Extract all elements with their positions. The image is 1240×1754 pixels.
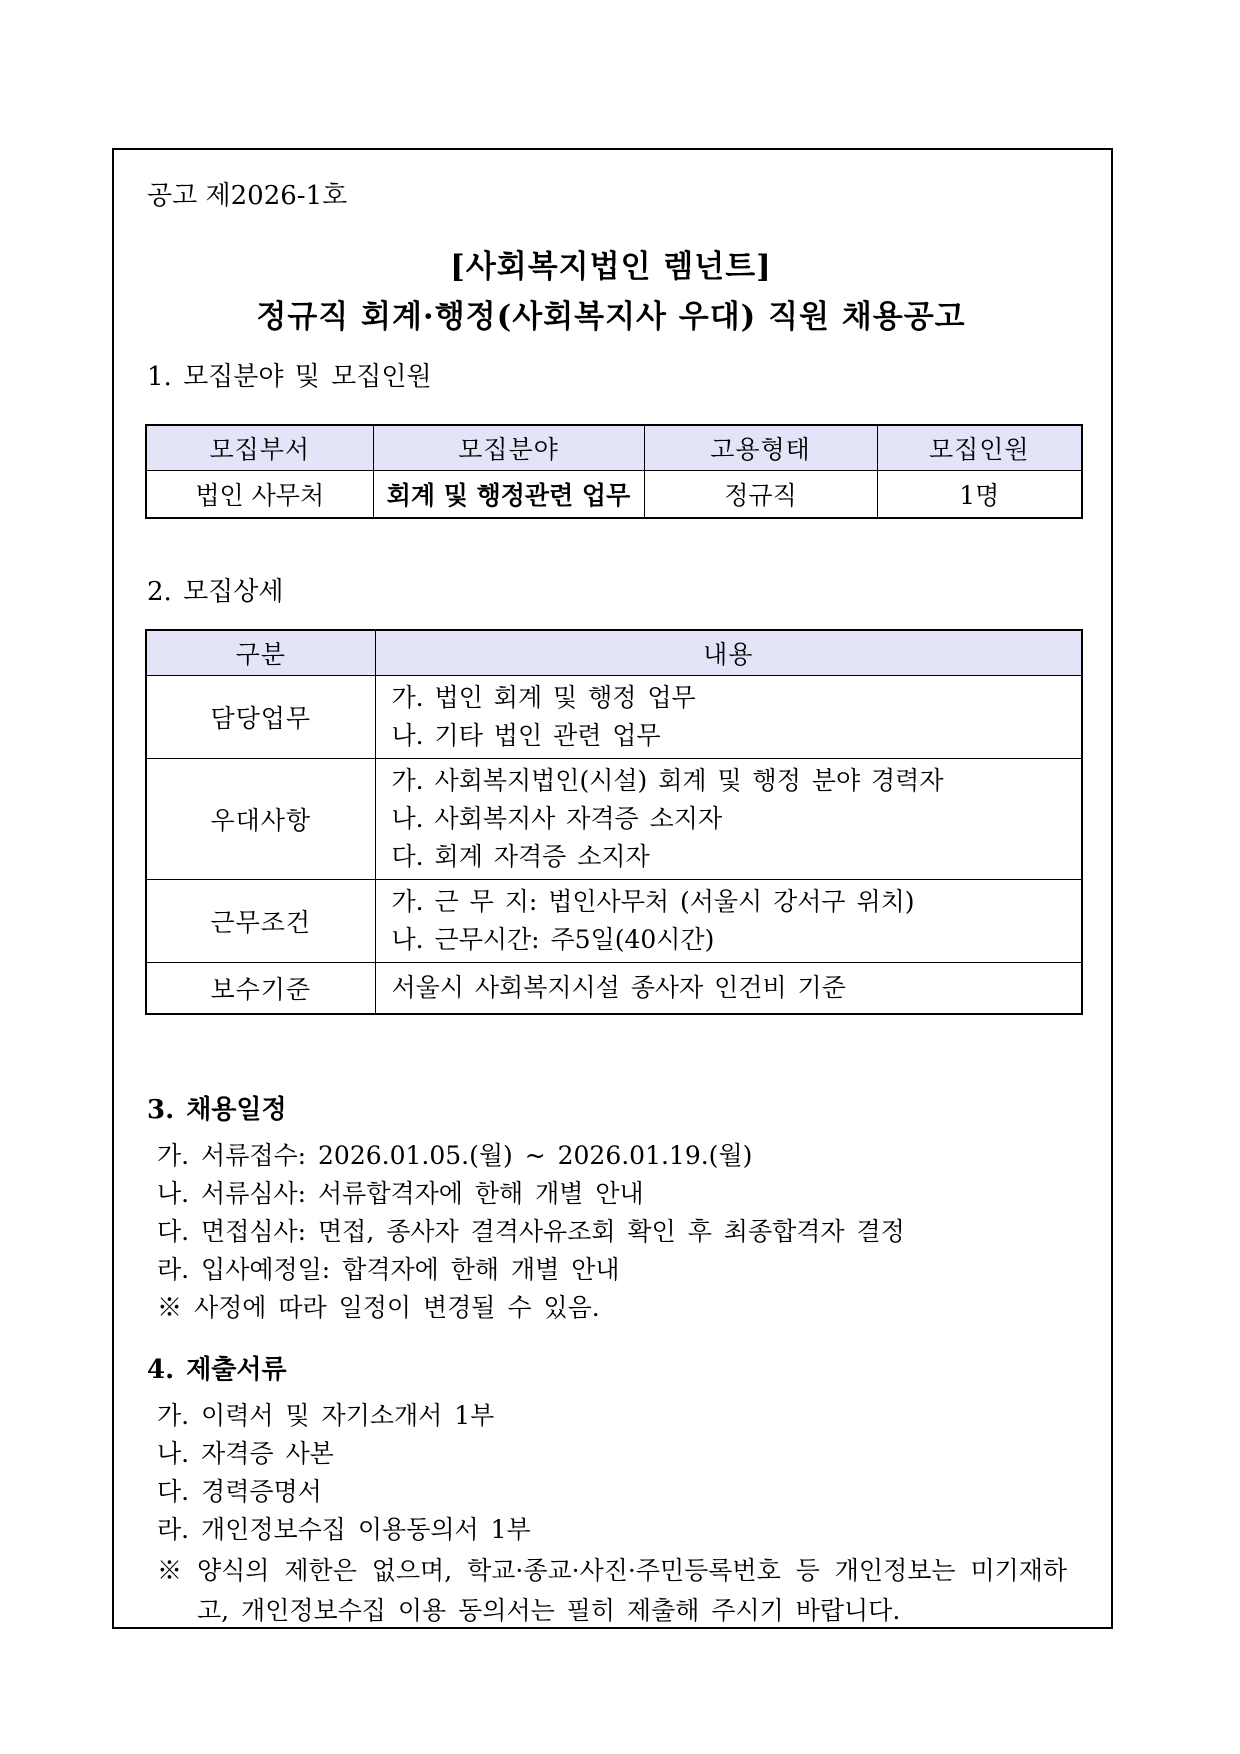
table-row-work-conditions xyxy=(146,880,1082,963)
cell-label-work-conditions: 근무조건 xyxy=(146,880,375,963)
document-title xyxy=(145,242,1077,342)
header-cell-headcount: 모집인원 xyxy=(877,425,1082,471)
cell-content-duties xyxy=(375,676,1082,759)
documents-list xyxy=(157,1397,1077,1549)
table-header-row xyxy=(146,630,1082,676)
recruitment-detail-table xyxy=(145,629,1083,1015)
title-line-2: 정규직 회계·행정(사회복지사 우대) 직원 채용공고 xyxy=(256,299,966,335)
cell-label-duties: 담당업무 xyxy=(146,676,375,759)
content-line: 가. 법인 회계 및 행정 업무 xyxy=(391,683,696,712)
content-line: 나. 근무시간: 주5일(40시간) xyxy=(391,925,715,954)
document-item-resume: 가. 이력서 및 자기소개서 1부 xyxy=(157,1401,495,1430)
header-cell-category: 구분 xyxy=(146,630,375,676)
documents-note-line-1: ※ 양식의 제한은 없으며, 학교·종교·사진·주민등록번호 등 개인정보는 미기재하 xyxy=(157,1556,1068,1585)
table-row xyxy=(146,471,1082,519)
schedule-item-application: 가. 서류접수: 2026.01.05.(월) ~ 2026.01.19.(월) xyxy=(157,1141,753,1170)
cell-content-work-conditions xyxy=(375,880,1082,963)
schedule-item-start-date: 라. 입사예정일: 합격자에 한해 개별 안내 xyxy=(157,1255,620,1284)
cell-department: 법인 사무처 xyxy=(146,471,373,519)
table-row-pay-standard xyxy=(146,963,1082,1015)
table-row-duties xyxy=(146,676,1082,759)
cell-employment-type: 정규직 xyxy=(644,471,877,519)
section-3-heading: 3. 채용일정 xyxy=(147,1095,287,1125)
documents-note-line-2: 고, 개인정보수집 이용 동의서는 필히 제출해 주시기 바랍니다. xyxy=(197,1596,901,1625)
header-cell-department: 모집부서 xyxy=(146,425,373,471)
title-line-1: [사회복지법인 렘넌트] xyxy=(450,249,772,285)
document-item-career-certificate: 다. 경력증명서 xyxy=(157,1477,322,1506)
header-cell-field: 모집분야 xyxy=(373,425,644,471)
schedule-list xyxy=(157,1137,1077,1327)
content-line: 가. 근 무 지: 법인사무처 (서울시 강서구 위치) xyxy=(391,887,915,916)
header-cell-employment-type: 고용형태 xyxy=(644,425,877,471)
cell-field: 회계 및 행정관련 업무 xyxy=(373,471,644,519)
schedule-item-screening: 나. 서류심사: 서류합격자에 한해 개별 안내 xyxy=(157,1179,644,1208)
content-line: 나. 기타 법인 관련 업무 xyxy=(391,721,661,750)
cell-content-pay-standard xyxy=(375,963,1082,1015)
content-line: 서울시 사회복지시설 종사자 인건비 기준 xyxy=(391,973,846,1002)
table-row-preferences xyxy=(146,759,1082,880)
schedule-item-interview: 다. 면접심사: 면접, 종사자 결격사유조회 확인 후 최종합격자 결정 xyxy=(157,1217,905,1246)
doc-number: 공고 제2026-1호 xyxy=(147,181,348,211)
cell-label-preferences: 우대사항 xyxy=(146,759,375,880)
documents-note xyxy=(157,1551,1077,1629)
section-4-heading: 4. 제출서류 xyxy=(147,1355,287,1385)
section-1-heading: 1. 모집분야 및 모집인원 xyxy=(147,362,432,392)
cell-label-pay-standard: 보수기준 xyxy=(146,963,375,1015)
schedule-note: ※ 사정에 따라 일정이 변경될 수 있음. xyxy=(157,1293,600,1322)
document-page-border xyxy=(112,148,1113,1629)
table-header-row xyxy=(146,425,1082,471)
cell-headcount: 1명 xyxy=(877,471,1082,519)
recruitment-overview-table xyxy=(145,424,1083,519)
content-line: 나. 사회복지사 자격증 소지자 xyxy=(391,804,723,833)
section-2-heading: 2. 모집상세 xyxy=(147,577,284,607)
document-item-certificate-copy: 나. 자격증 사본 xyxy=(157,1439,334,1468)
content-line: 다. 회계 자격증 소지자 xyxy=(391,842,650,871)
cell-content-preferences xyxy=(375,759,1082,880)
document-item-privacy-consent: 라. 개인정보수집 이용동의서 1부 xyxy=(157,1515,531,1544)
header-cell-content: 내용 xyxy=(375,630,1082,676)
content-line: 가. 사회복지법인(시설) 회계 및 행정 분야 경력자 xyxy=(391,766,944,795)
